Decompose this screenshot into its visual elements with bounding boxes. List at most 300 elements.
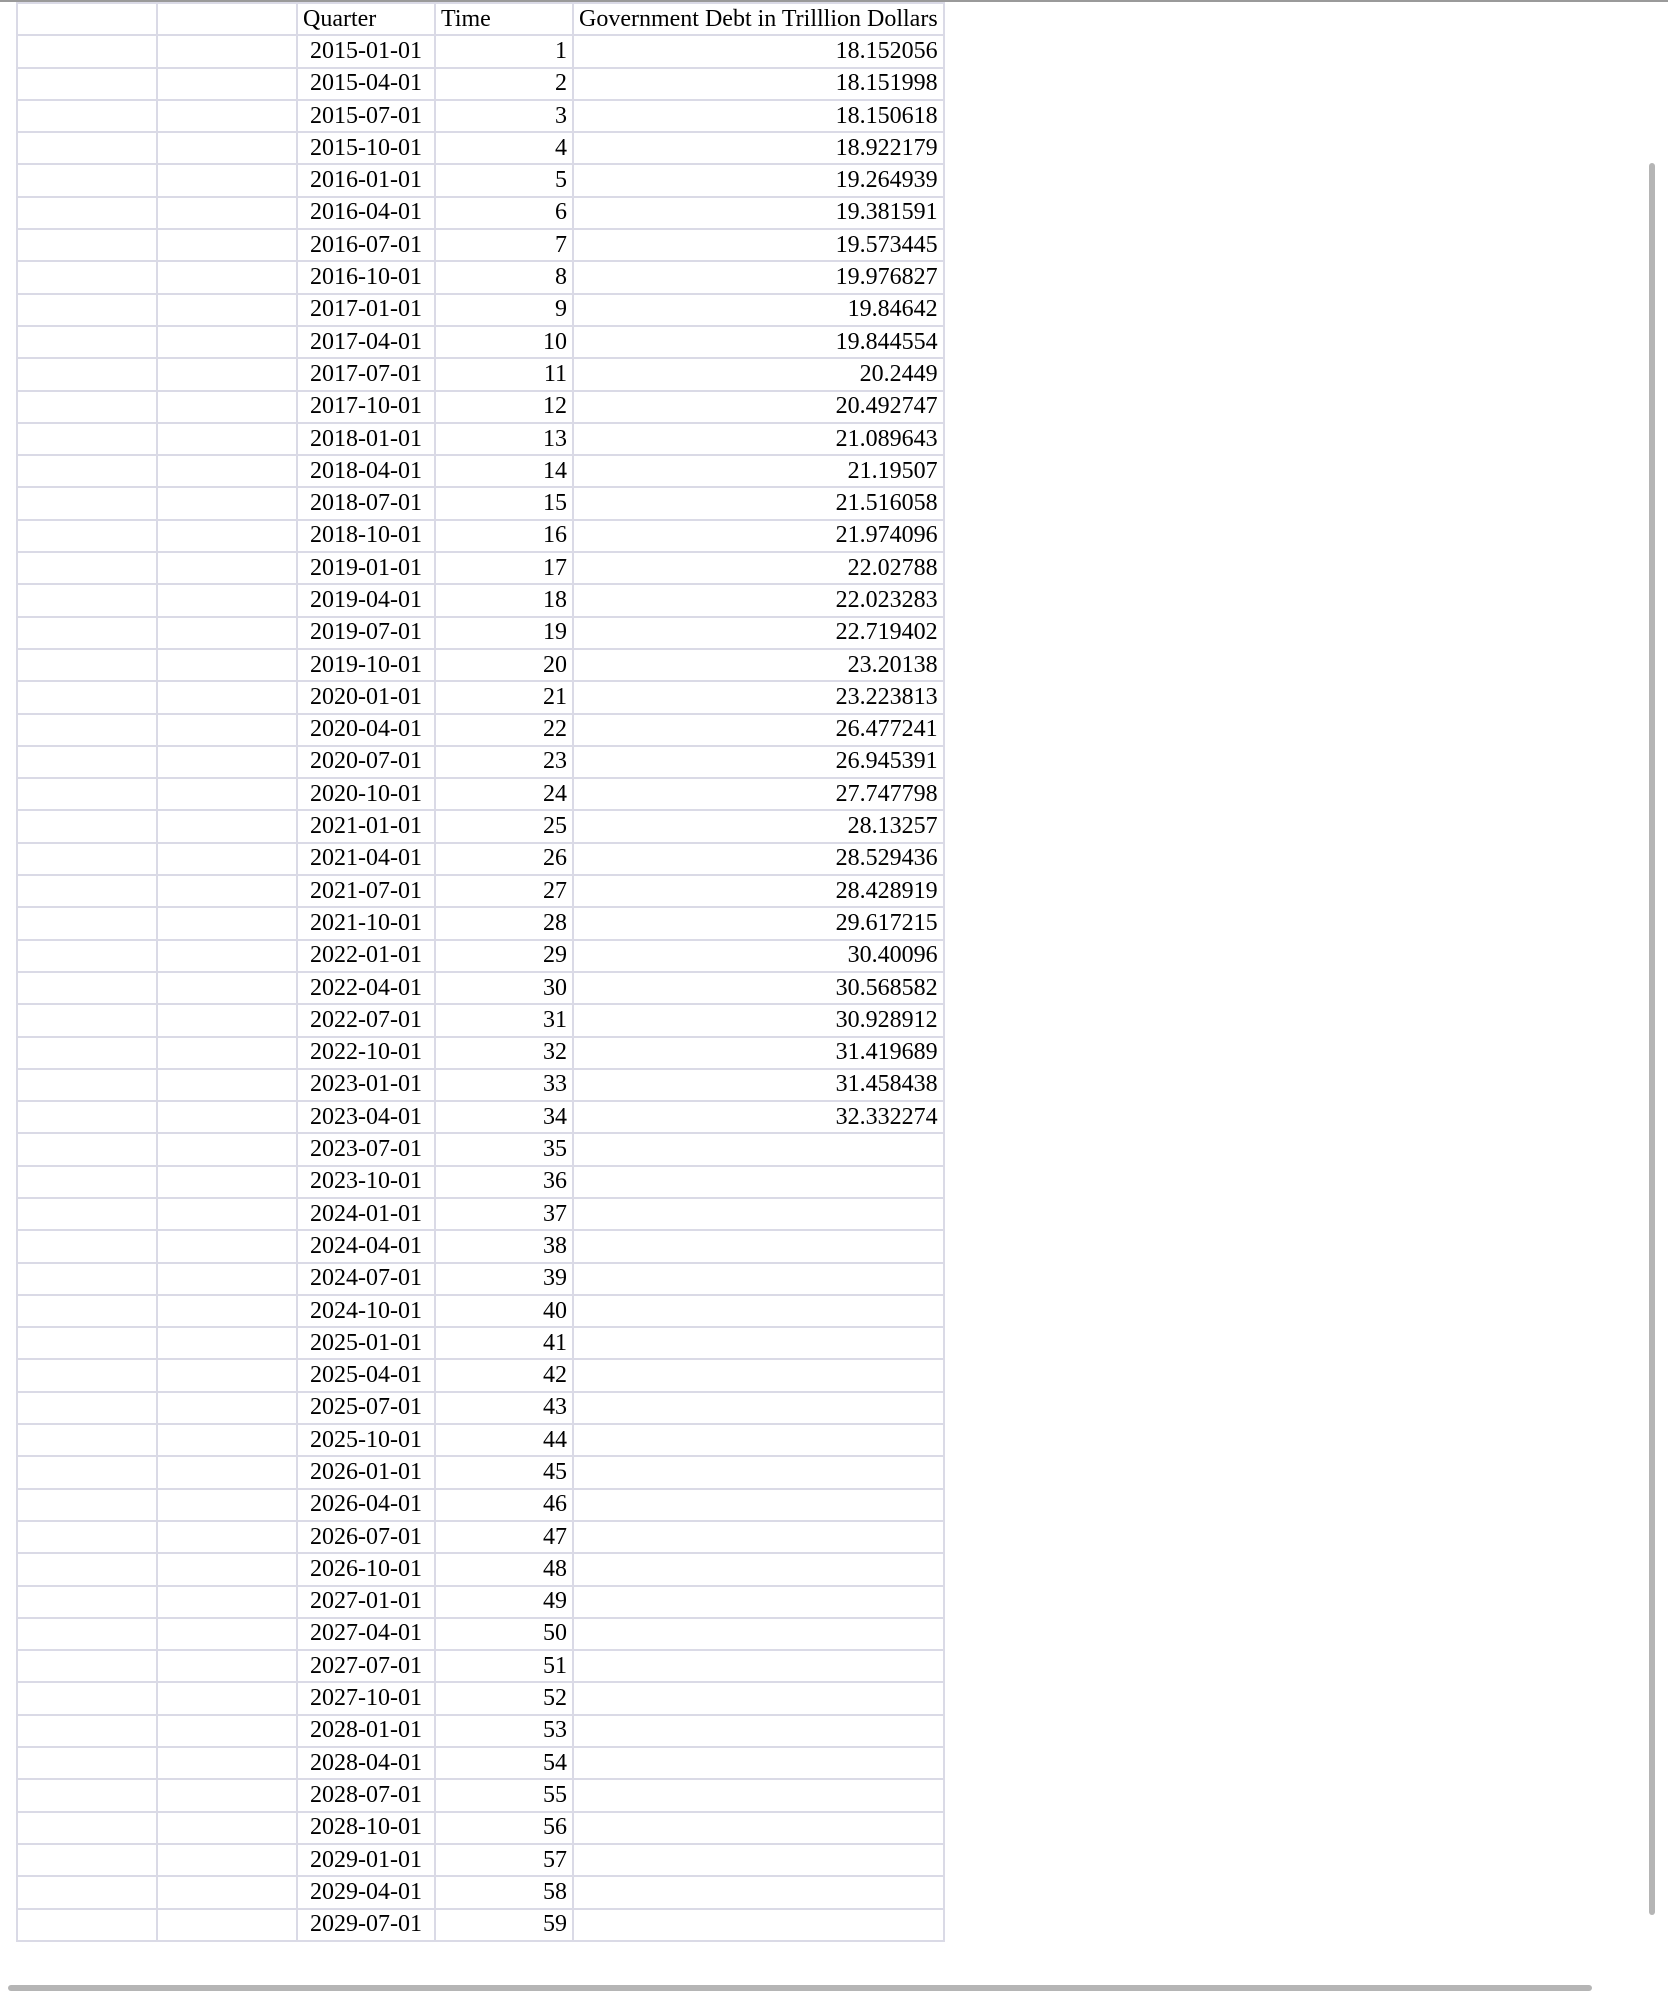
cell-empty[interactable] bbox=[17, 423, 157, 455]
cell-debt[interactable]: 31.419689 bbox=[573, 1037, 944, 1069]
cell-quarter[interactable]: 2026-01-01 bbox=[297, 1456, 435, 1488]
cell-quarter[interactable]: 2015-07-01 bbox=[297, 100, 435, 132]
cell-empty[interactable] bbox=[157, 1230, 297, 1262]
cell-time[interactable]: 40 bbox=[435, 1295, 573, 1327]
cell-empty[interactable] bbox=[17, 1553, 157, 1585]
header-quarter[interactable]: Quarter bbox=[297, 3, 435, 35]
cell-empty[interactable] bbox=[17, 1424, 157, 1456]
cell-debt[interactable] bbox=[573, 1650, 944, 1682]
cell-time[interactable]: 11 bbox=[435, 358, 573, 390]
cell-quarter[interactable]: 2020-01-01 bbox=[297, 681, 435, 713]
cell-quarter[interactable]: 2015-04-01 bbox=[297, 68, 435, 100]
cell-empty[interactable] bbox=[17, 1779, 157, 1811]
cell-quarter[interactable]: 2017-01-01 bbox=[297, 294, 435, 326]
cell-empty[interactable] bbox=[157, 1682, 297, 1714]
cell-empty[interactable] bbox=[157, 843, 297, 875]
cell-empty[interactable] bbox=[157, 100, 297, 132]
cell-quarter[interactable]: 2020-10-01 bbox=[297, 778, 435, 810]
cell-time[interactable]: 17 bbox=[435, 552, 573, 584]
cell-empty[interactable] bbox=[17, 1489, 157, 1521]
cell-empty[interactable] bbox=[17, 1004, 157, 1036]
cell-quarter[interactable]: 2029-01-01 bbox=[297, 1844, 435, 1876]
cell-time[interactable]: 50 bbox=[435, 1618, 573, 1650]
cell-debt[interactable] bbox=[573, 1618, 944, 1650]
cell-empty[interactable] bbox=[157, 132, 297, 164]
cell-empty[interactable] bbox=[17, 1812, 157, 1844]
cell-empty[interactable] bbox=[17, 843, 157, 875]
cell-empty[interactable] bbox=[157, 1521, 297, 1553]
cell-time[interactable]: 35 bbox=[435, 1133, 573, 1165]
cell-quarter[interactable]: 2016-10-01 bbox=[297, 261, 435, 293]
cell-time[interactable]: 59 bbox=[435, 1909, 573, 1941]
cell-debt[interactable]: 19.573445 bbox=[573, 229, 944, 261]
cell-time[interactable]: 32 bbox=[435, 1037, 573, 1069]
cell-empty[interactable] bbox=[17, 1456, 157, 1488]
cell-empty[interactable] bbox=[157, 810, 297, 842]
cell-quarter[interactable]: 2021-10-01 bbox=[297, 907, 435, 939]
cell-debt[interactable] bbox=[573, 1166, 944, 1198]
cell-quarter[interactable]: 2018-01-01 bbox=[297, 423, 435, 455]
cell-quarter[interactable]: 2025-07-01 bbox=[297, 1392, 435, 1424]
cell-debt[interactable]: 30.568582 bbox=[573, 972, 944, 1004]
cell-empty[interactable] bbox=[17, 294, 157, 326]
cell-empty[interactable] bbox=[157, 649, 297, 681]
cell-quarter[interactable]: 2027-10-01 bbox=[297, 1682, 435, 1714]
cell-quarter[interactable]: 2021-07-01 bbox=[297, 875, 435, 907]
cell-debt[interactable] bbox=[573, 1456, 944, 1488]
cell-time[interactable]: 23 bbox=[435, 746, 573, 778]
cell-debt[interactable] bbox=[573, 1230, 944, 1262]
cell-empty[interactable] bbox=[17, 455, 157, 487]
cell-time[interactable]: 41 bbox=[435, 1327, 573, 1359]
cell-quarter[interactable]: 2022-04-01 bbox=[297, 972, 435, 1004]
cell-empty[interactable] bbox=[157, 1392, 297, 1424]
cell-empty[interactable] bbox=[17, 132, 157, 164]
cell-debt[interactable] bbox=[573, 1844, 944, 1876]
cell-debt[interactable] bbox=[573, 1715, 944, 1747]
cell-empty[interactable] bbox=[157, 1101, 297, 1133]
cell-empty[interactable] bbox=[17, 810, 157, 842]
cell-time[interactable]: 46 bbox=[435, 1489, 573, 1521]
cell-empty[interactable] bbox=[17, 681, 157, 713]
cell-empty[interactable] bbox=[17, 229, 157, 261]
cell-debt[interactable] bbox=[573, 1779, 944, 1811]
cell-time[interactable]: 43 bbox=[435, 1392, 573, 1424]
cell-quarter[interactable]: 2017-04-01 bbox=[297, 326, 435, 358]
cell-quarter[interactable]: 2027-07-01 bbox=[297, 1650, 435, 1682]
cell-time[interactable]: 8 bbox=[435, 261, 573, 293]
cell-debt[interactable] bbox=[573, 1747, 944, 1779]
cell-debt[interactable]: 26.945391 bbox=[573, 746, 944, 778]
header-debt[interactable]: Government Debt in Trilllion Dollars bbox=[573, 3, 944, 35]
cell-debt[interactable]: 21.516058 bbox=[573, 487, 944, 519]
cell-empty[interactable] bbox=[17, 3, 157, 35]
cell-empty[interactable] bbox=[17, 261, 157, 293]
cell-empty[interactable] bbox=[17, 1327, 157, 1359]
cell-time[interactable]: 1 bbox=[435, 35, 573, 67]
cell-time[interactable]: 28 bbox=[435, 907, 573, 939]
cell-time[interactable]: 54 bbox=[435, 1747, 573, 1779]
cell-time[interactable]: 58 bbox=[435, 1876, 573, 1908]
cell-empty[interactable] bbox=[157, 1553, 297, 1585]
cell-debt[interactable]: 18.151998 bbox=[573, 68, 944, 100]
cell-quarter[interactable]: 2019-07-01 bbox=[297, 617, 435, 649]
cell-empty[interactable] bbox=[17, 68, 157, 100]
cell-empty[interactable] bbox=[17, 1101, 157, 1133]
cell-quarter[interactable]: 2017-07-01 bbox=[297, 358, 435, 390]
cell-quarter[interactable]: 2022-07-01 bbox=[297, 1004, 435, 1036]
cell-debt[interactable] bbox=[573, 1909, 944, 1941]
cell-empty[interactable] bbox=[17, 1682, 157, 1714]
cell-debt[interactable]: 21.089643 bbox=[573, 423, 944, 455]
cell-quarter[interactable]: 2023-04-01 bbox=[297, 1101, 435, 1133]
cell-debt[interactable]: 28.428919 bbox=[573, 875, 944, 907]
cell-debt[interactable] bbox=[573, 1586, 944, 1618]
cell-time[interactable]: 16 bbox=[435, 520, 573, 552]
cell-debt[interactable]: 30.928912 bbox=[573, 1004, 944, 1036]
cell-time[interactable]: 47 bbox=[435, 1521, 573, 1553]
cell-empty[interactable] bbox=[17, 1133, 157, 1165]
cell-empty[interactable] bbox=[157, 1779, 297, 1811]
cell-time[interactable]: 7 bbox=[435, 229, 573, 261]
cell-empty[interactable] bbox=[17, 907, 157, 939]
cell-quarter[interactable]: 2024-04-01 bbox=[297, 1230, 435, 1262]
cell-empty[interactable] bbox=[157, 746, 297, 778]
cell-empty[interactable] bbox=[157, 391, 297, 423]
cell-quarter[interactable]: 2020-04-01 bbox=[297, 714, 435, 746]
cell-empty[interactable] bbox=[17, 1295, 157, 1327]
cell-quarter[interactable]: 2029-07-01 bbox=[297, 1909, 435, 1941]
cell-debt[interactable]: 23.223813 bbox=[573, 681, 944, 713]
cell-empty[interactable] bbox=[17, 584, 157, 616]
cell-quarter[interactable]: 2016-01-01 bbox=[297, 164, 435, 196]
cell-time[interactable]: 51 bbox=[435, 1650, 573, 1682]
cell-time[interactable]: 18 bbox=[435, 584, 573, 616]
cell-quarter[interactable]: 2021-04-01 bbox=[297, 843, 435, 875]
cell-time[interactable]: 42 bbox=[435, 1359, 573, 1391]
cell-empty[interactable] bbox=[157, 681, 297, 713]
cell-quarter[interactable]: 2022-10-01 bbox=[297, 1037, 435, 1069]
cell-debt[interactable] bbox=[573, 1553, 944, 1585]
cell-time[interactable]: 4 bbox=[435, 132, 573, 164]
cell-empty[interactable] bbox=[17, 1037, 157, 1069]
cell-debt[interactable]: 28.529436 bbox=[573, 843, 944, 875]
cell-quarter[interactable]: 2022-01-01 bbox=[297, 940, 435, 972]
cell-empty[interactable] bbox=[157, 423, 297, 455]
cell-empty[interactable] bbox=[157, 487, 297, 519]
cell-empty[interactable] bbox=[157, 1812, 297, 1844]
cell-time[interactable]: 29 bbox=[435, 940, 573, 972]
cell-empty[interactable] bbox=[17, 35, 157, 67]
cell-quarter[interactable]: 2018-07-01 bbox=[297, 487, 435, 519]
cell-quarter[interactable]: 2021-01-01 bbox=[297, 810, 435, 842]
cell-debt[interactable] bbox=[573, 1295, 944, 1327]
cell-quarter[interactable]: 2017-10-01 bbox=[297, 391, 435, 423]
cell-debt[interactable]: 26.477241 bbox=[573, 714, 944, 746]
cell-empty[interactable] bbox=[157, 875, 297, 907]
cell-debt[interactable] bbox=[573, 1876, 944, 1908]
cell-debt[interactable]: 32.332274 bbox=[573, 1101, 944, 1133]
cell-empty[interactable] bbox=[17, 164, 157, 196]
horizontal-scrollbar[interactable] bbox=[8, 1985, 1592, 1991]
cell-time[interactable]: 24 bbox=[435, 778, 573, 810]
cell-empty[interactable] bbox=[157, 617, 297, 649]
cell-debt[interactable]: 20.492747 bbox=[573, 391, 944, 423]
cell-empty[interactable] bbox=[157, 1424, 297, 1456]
cell-empty[interactable] bbox=[157, 1069, 297, 1101]
cell-debt[interactable] bbox=[573, 1521, 944, 1553]
cell-debt[interactable]: 28.13257 bbox=[573, 810, 944, 842]
cell-empty[interactable] bbox=[17, 1166, 157, 1198]
cell-time[interactable]: 56 bbox=[435, 1812, 573, 1844]
cell-quarter[interactable]: 2019-04-01 bbox=[297, 584, 435, 616]
cell-time[interactable]: 39 bbox=[435, 1263, 573, 1295]
cell-empty[interactable] bbox=[17, 197, 157, 229]
cell-empty[interactable] bbox=[157, 1586, 297, 1618]
cell-empty[interactable] bbox=[17, 714, 157, 746]
cell-empty[interactable] bbox=[17, 1586, 157, 1618]
cell-empty[interactable] bbox=[157, 197, 297, 229]
cell-time[interactable]: 49 bbox=[435, 1586, 573, 1618]
cell-empty[interactable] bbox=[157, 229, 297, 261]
cell-time[interactable]: 27 bbox=[435, 875, 573, 907]
cell-empty[interactable] bbox=[157, 1844, 297, 1876]
cell-empty[interactable] bbox=[157, 1747, 297, 1779]
cell-debt[interactable] bbox=[573, 1359, 944, 1391]
cell-time[interactable]: 37 bbox=[435, 1198, 573, 1230]
cell-empty[interactable] bbox=[157, 1909, 297, 1941]
cell-empty[interactable] bbox=[17, 617, 157, 649]
cell-time[interactable]: 48 bbox=[435, 1553, 573, 1585]
cell-quarter[interactable]: 2015-01-01 bbox=[297, 35, 435, 67]
cell-quarter[interactable]: 2018-04-01 bbox=[297, 455, 435, 487]
cell-time[interactable]: 26 bbox=[435, 843, 573, 875]
cell-empty[interactable] bbox=[17, 391, 157, 423]
cell-time[interactable]: 20 bbox=[435, 649, 573, 681]
cell-quarter[interactable]: 2020-07-01 bbox=[297, 746, 435, 778]
cell-debt[interactable]: 22.023283 bbox=[573, 584, 944, 616]
cell-empty[interactable] bbox=[157, 520, 297, 552]
cell-quarter[interactable]: 2018-10-01 bbox=[297, 520, 435, 552]
cell-time[interactable]: 15 bbox=[435, 487, 573, 519]
cell-empty[interactable] bbox=[157, 261, 297, 293]
cell-quarter[interactable]: 2025-04-01 bbox=[297, 1359, 435, 1391]
cell-debt[interactable] bbox=[573, 1392, 944, 1424]
cell-quarter[interactable]: 2027-01-01 bbox=[297, 1586, 435, 1618]
cell-debt[interactable]: 22.02788 bbox=[573, 552, 944, 584]
cell-empty[interactable] bbox=[17, 1844, 157, 1876]
cell-empty[interactable] bbox=[17, 940, 157, 972]
cell-quarter[interactable]: 2023-01-01 bbox=[297, 1069, 435, 1101]
cell-debt[interactable]: 19.844554 bbox=[573, 326, 944, 358]
cell-empty[interactable] bbox=[157, 358, 297, 390]
cell-quarter[interactable]: 2028-10-01 bbox=[297, 1812, 435, 1844]
cell-time[interactable]: 12 bbox=[435, 391, 573, 423]
cell-empty[interactable] bbox=[157, 907, 297, 939]
cell-quarter[interactable]: 2023-07-01 bbox=[297, 1133, 435, 1165]
cell-debt[interactable]: 19.84642 bbox=[573, 294, 944, 326]
cell-time[interactable]: 5 bbox=[435, 164, 573, 196]
cell-quarter[interactable]: 2025-01-01 bbox=[297, 1327, 435, 1359]
cell-empty[interactable] bbox=[17, 1650, 157, 1682]
cell-time[interactable]: 6 bbox=[435, 197, 573, 229]
cell-empty[interactable] bbox=[157, 1263, 297, 1295]
cell-empty[interactable] bbox=[17, 1069, 157, 1101]
cell-empty[interactable] bbox=[17, 1909, 157, 1941]
cell-debt[interactable]: 21.974096 bbox=[573, 520, 944, 552]
cell-debt[interactable]: 27.747798 bbox=[573, 778, 944, 810]
cell-debt[interactable]: 23.20138 bbox=[573, 649, 944, 681]
cell-quarter[interactable]: 2027-04-01 bbox=[297, 1618, 435, 1650]
cell-empty[interactable] bbox=[157, 714, 297, 746]
cell-quarter[interactable]: 2023-10-01 bbox=[297, 1166, 435, 1198]
cell-empty[interactable] bbox=[17, 1230, 157, 1262]
cell-empty[interactable] bbox=[17, 1747, 157, 1779]
cell-empty[interactable] bbox=[157, 35, 297, 67]
cell-empty[interactable] bbox=[157, 972, 297, 1004]
cell-empty[interactable] bbox=[157, 1456, 297, 1488]
cell-time[interactable]: 44 bbox=[435, 1424, 573, 1456]
cell-time[interactable]: 30 bbox=[435, 972, 573, 1004]
cell-empty[interactable] bbox=[157, 778, 297, 810]
cell-debt[interactable]: 31.458438 bbox=[573, 1069, 944, 1101]
cell-debt[interactable]: 21.19507 bbox=[573, 455, 944, 487]
cell-empty[interactable] bbox=[157, 1650, 297, 1682]
cell-quarter[interactable]: 2016-07-01 bbox=[297, 229, 435, 261]
cell-empty[interactable] bbox=[157, 1166, 297, 1198]
spreadsheet-grid[interactable] bbox=[16, 2, 1636, 1996]
cell-empty[interactable] bbox=[17, 487, 157, 519]
cell-empty[interactable] bbox=[17, 1198, 157, 1230]
cell-time[interactable]: 9 bbox=[435, 294, 573, 326]
cell-debt[interactable]: 30.40096 bbox=[573, 940, 944, 972]
cell-time[interactable]: 21 bbox=[435, 681, 573, 713]
cell-empty[interactable] bbox=[17, 1263, 157, 1295]
cell-time[interactable]: 3 bbox=[435, 100, 573, 132]
cell-debt[interactable]: 18.922179 bbox=[573, 132, 944, 164]
cell-time[interactable]: 36 bbox=[435, 1166, 573, 1198]
cell-debt[interactable] bbox=[573, 1489, 944, 1521]
cell-empty[interactable] bbox=[17, 100, 157, 132]
cell-empty[interactable] bbox=[17, 552, 157, 584]
cell-quarter[interactable]: 2028-04-01 bbox=[297, 1747, 435, 1779]
cell-time[interactable]: 31 bbox=[435, 1004, 573, 1036]
cell-debt[interactable] bbox=[573, 1424, 944, 1456]
cell-debt[interactable]: 18.150618 bbox=[573, 100, 944, 132]
cell-empty[interactable] bbox=[157, 1489, 297, 1521]
cell-time[interactable]: 55 bbox=[435, 1779, 573, 1811]
cell-quarter[interactable]: 2024-10-01 bbox=[297, 1295, 435, 1327]
cell-empty[interactable] bbox=[157, 1327, 297, 1359]
cell-empty[interactable] bbox=[157, 3, 297, 35]
cell-empty[interactable] bbox=[157, 68, 297, 100]
cell-empty[interactable] bbox=[17, 649, 157, 681]
cell-debt[interactable] bbox=[573, 1133, 944, 1165]
cell-empty[interactable] bbox=[157, 1198, 297, 1230]
cell-debt[interactable]: 19.976827 bbox=[573, 261, 944, 293]
cell-quarter[interactable]: 2028-01-01 bbox=[297, 1715, 435, 1747]
cell-time[interactable]: 10 bbox=[435, 326, 573, 358]
cell-empty[interactable] bbox=[157, 1618, 297, 1650]
cell-time[interactable]: 33 bbox=[435, 1069, 573, 1101]
cell-debt[interactable]: 18.152056 bbox=[573, 35, 944, 67]
cell-empty[interactable] bbox=[157, 294, 297, 326]
cell-debt[interactable] bbox=[573, 1812, 944, 1844]
cell-time[interactable]: 22 bbox=[435, 714, 573, 746]
cell-empty[interactable] bbox=[17, 746, 157, 778]
cell-quarter[interactable]: 2026-07-01 bbox=[297, 1521, 435, 1553]
cell-time[interactable]: 57 bbox=[435, 1844, 573, 1876]
cell-empty[interactable] bbox=[17, 1876, 157, 1908]
cell-debt[interactable] bbox=[573, 1263, 944, 1295]
cell-empty[interactable] bbox=[157, 1037, 297, 1069]
cell-time[interactable]: 45 bbox=[435, 1456, 573, 1488]
cell-debt[interactable] bbox=[573, 1682, 944, 1714]
cell-time[interactable]: 2 bbox=[435, 68, 573, 100]
cell-empty[interactable] bbox=[157, 940, 297, 972]
cell-quarter[interactable]: 2015-10-01 bbox=[297, 132, 435, 164]
cell-empty[interactable] bbox=[17, 1618, 157, 1650]
cell-empty[interactable] bbox=[157, 326, 297, 358]
cell-time[interactable]: 52 bbox=[435, 1682, 573, 1714]
cell-quarter[interactable]: 2024-07-01 bbox=[297, 1263, 435, 1295]
cell-debt[interactable]: 20.2449 bbox=[573, 358, 944, 390]
cell-empty[interactable] bbox=[17, 1521, 157, 1553]
cell-debt[interactable] bbox=[573, 1198, 944, 1230]
cell-empty[interactable] bbox=[157, 1004, 297, 1036]
cell-empty[interactable] bbox=[157, 552, 297, 584]
cell-quarter[interactable]: 2016-04-01 bbox=[297, 197, 435, 229]
cell-empty[interactable] bbox=[157, 1876, 297, 1908]
cell-quarter[interactable]: 2029-04-01 bbox=[297, 1876, 435, 1908]
vertical-scrollbar[interactable] bbox=[1649, 163, 1655, 1915]
cell-time[interactable]: 14 bbox=[435, 455, 573, 487]
cell-debt[interactable]: 22.719402 bbox=[573, 617, 944, 649]
cell-time[interactable]: 19 bbox=[435, 617, 573, 649]
cell-empty[interactable] bbox=[17, 778, 157, 810]
cell-empty[interactable] bbox=[157, 584, 297, 616]
cell-time[interactable]: 34 bbox=[435, 1101, 573, 1133]
cell-empty[interactable] bbox=[17, 972, 157, 1004]
cell-quarter[interactable]: 2025-10-01 bbox=[297, 1424, 435, 1456]
cell-debt[interactable]: 19.381591 bbox=[573, 197, 944, 229]
cell-time[interactable]: 25 bbox=[435, 810, 573, 842]
cell-debt[interactable]: 29.617215 bbox=[573, 907, 944, 939]
cell-quarter[interactable]: 2028-07-01 bbox=[297, 1779, 435, 1811]
header-time[interactable]: Time bbox=[435, 3, 573, 35]
cell-debt[interactable] bbox=[573, 1327, 944, 1359]
cell-empty[interactable] bbox=[157, 1295, 297, 1327]
cell-empty[interactable] bbox=[157, 455, 297, 487]
cell-debt[interactable]: 19.264939 bbox=[573, 164, 944, 196]
cell-empty[interactable] bbox=[157, 164, 297, 196]
cell-time[interactable]: 38 bbox=[435, 1230, 573, 1262]
cell-empty[interactable] bbox=[157, 1133, 297, 1165]
cell-empty[interactable] bbox=[17, 358, 157, 390]
cell-quarter[interactable]: 2026-10-01 bbox=[297, 1553, 435, 1585]
cell-quarter[interactable]: 2019-01-01 bbox=[297, 552, 435, 584]
cell-empty[interactable] bbox=[17, 326, 157, 358]
cell-empty[interactable] bbox=[17, 1392, 157, 1424]
cell-time[interactable]: 53 bbox=[435, 1715, 573, 1747]
cell-quarter[interactable]: 2026-04-01 bbox=[297, 1489, 435, 1521]
cell-empty[interactable] bbox=[157, 1715, 297, 1747]
cell-empty[interactable] bbox=[17, 875, 157, 907]
cell-empty[interactable] bbox=[17, 1715, 157, 1747]
cell-empty[interactable] bbox=[17, 1359, 157, 1391]
cell-quarter[interactable]: 2024-01-01 bbox=[297, 1198, 435, 1230]
cell-empty[interactable] bbox=[157, 1359, 297, 1391]
